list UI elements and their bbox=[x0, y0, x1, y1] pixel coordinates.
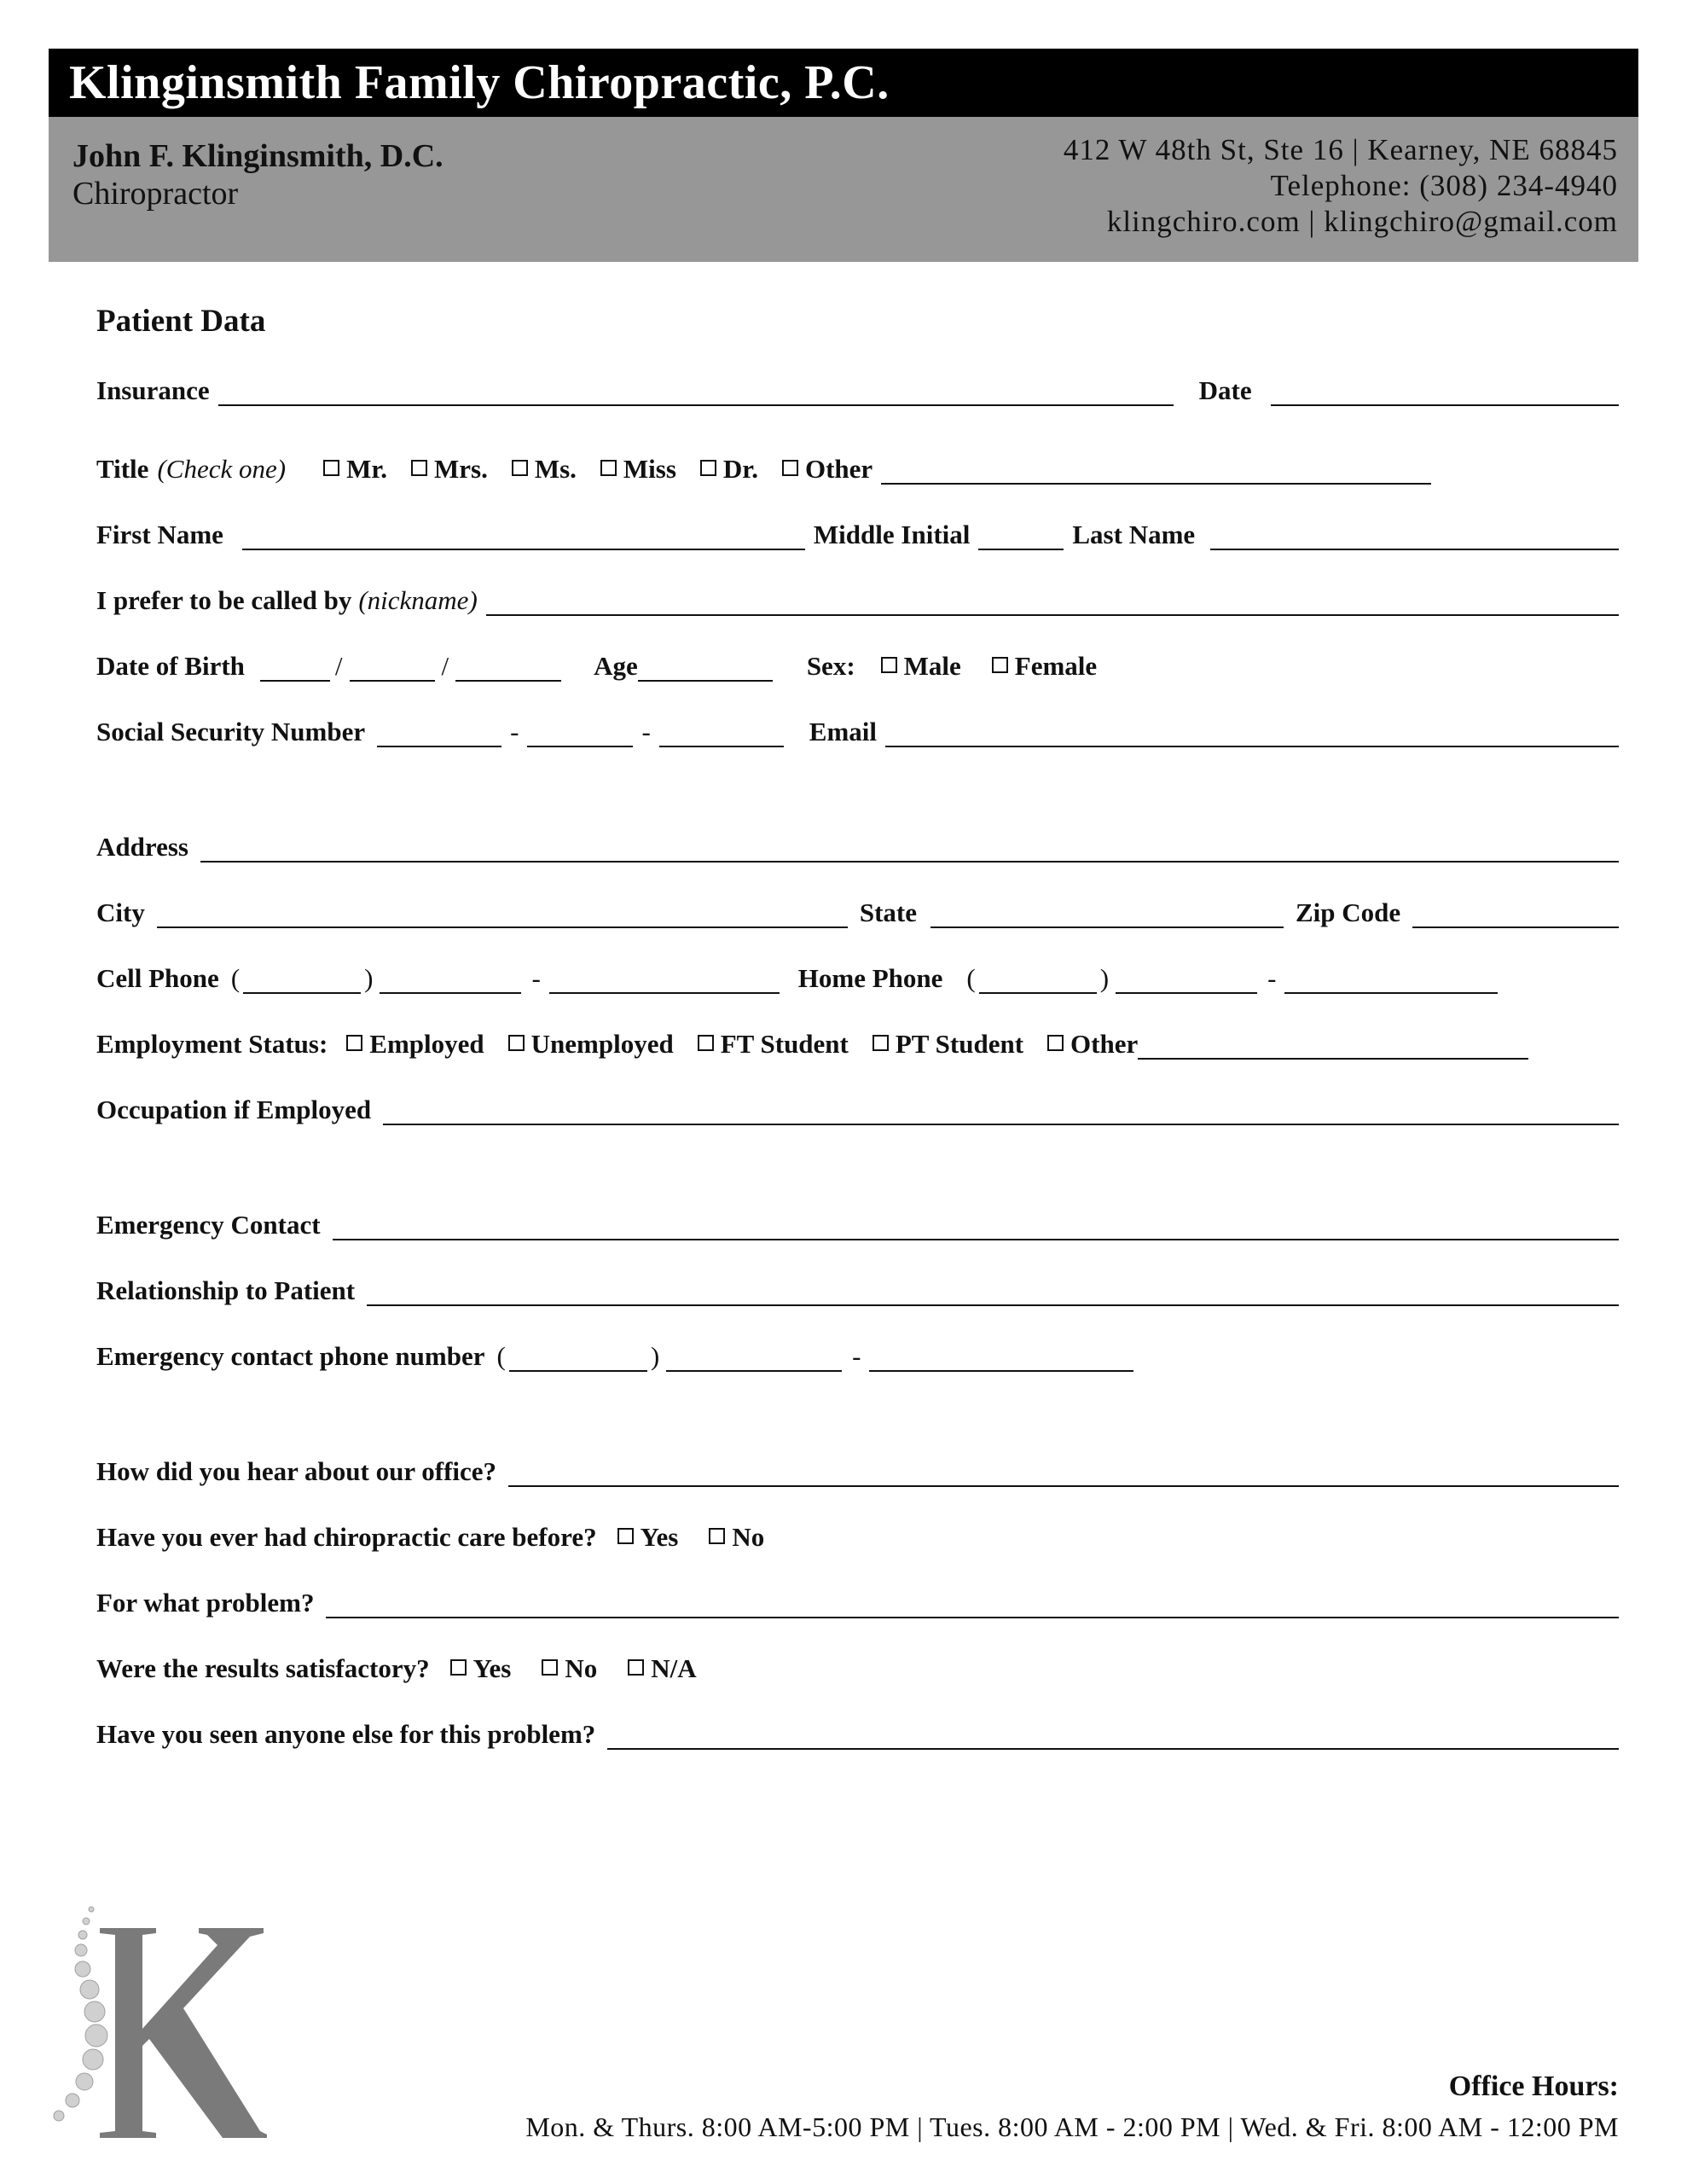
prior-care-row bbox=[96, 1515, 1619, 1553]
prior-care-no-checkbox[interactable]: No bbox=[709, 1522, 764, 1553]
checkbox-icon bbox=[450, 1659, 467, 1676]
emergency-contact-label: Emergency Contact bbox=[96, 1210, 321, 1240]
phone-line: Telephone: (308) 234-4940 bbox=[1270, 169, 1618, 202]
address-row bbox=[96, 825, 1619, 863]
age-field[interactable] bbox=[638, 656, 773, 682]
dob-label: Date of Birth bbox=[96, 651, 245, 681]
home-line-field[interactable] bbox=[1284, 968, 1498, 994]
seen-anyone-label: Have you seen anyone else for this problem? bbox=[96, 1719, 596, 1749]
results-label: Were the results satisfactory? bbox=[96, 1653, 430, 1683]
emergency-area-code-field[interactable] bbox=[509, 1346, 647, 1372]
emergency-contact-row bbox=[96, 1203, 1619, 1240]
title-ms-checkbox[interactable]: Ms. bbox=[512, 454, 577, 485]
ssn-part1-field[interactable] bbox=[377, 722, 501, 747]
middle-initial-label: Middle Initial bbox=[813, 520, 971, 549]
doctor-title: Chiropractor bbox=[72, 176, 239, 212]
city-label: City bbox=[96, 897, 145, 927]
title-hint: (Check one) bbox=[157, 454, 287, 484]
name-row bbox=[96, 513, 1619, 550]
address-line: 412 W 48th St, Ste 16 | Kearney, NE 68845 bbox=[1063, 133, 1618, 166]
checkbox-icon bbox=[600, 460, 617, 476]
age-label: Age bbox=[594, 651, 638, 681]
state-field[interactable] bbox=[930, 903, 1284, 928]
web-line: klingchiro.com | klingchiro@gmail.com bbox=[1106, 205, 1618, 238]
title-dr-checkbox[interactable]: Dr. bbox=[700, 454, 758, 485]
contact-block bbox=[1064, 132, 1618, 240]
doctor-info-bar bbox=[49, 117, 1638, 262]
checkbox-icon bbox=[323, 460, 339, 476]
nickname-field[interactable] bbox=[486, 590, 1619, 616]
state-label: State bbox=[859, 897, 917, 927]
checkbox-icon bbox=[709, 1528, 725, 1544]
checkbox-icon bbox=[1047, 1035, 1064, 1051]
emergency-phone-label: Emergency contact phone number bbox=[96, 1341, 485, 1371]
last-name-field[interactable] bbox=[1210, 525, 1619, 550]
home-area-code-field[interactable] bbox=[979, 968, 1097, 994]
results-no-checkbox[interactable]: No bbox=[542, 1653, 597, 1684]
insurance-label: Insurance bbox=[96, 375, 210, 405]
ssn-row: Social Security Number - - Email bbox=[96, 710, 1619, 747]
practice-banner bbox=[49, 49, 1638, 117]
employment-row bbox=[96, 1022, 1619, 1060]
sex-female-checkbox[interactable]: Female bbox=[992, 651, 1097, 682]
patient-form bbox=[96, 303, 1619, 1778]
date-label: Date bbox=[1198, 375, 1252, 405]
last-name-label: Last Name bbox=[1072, 520, 1196, 549]
hear-about-row bbox=[96, 1449, 1619, 1487]
office-hours: Mon. & Thurs. 8:00 AM-5:00 PM | Tues. 8:00 AM - 2:00 PM | Wed. & Fri. 8:00 AM - 12:00 PM bbox=[525, 2111, 1619, 2142]
seen-anyone-field[interactable] bbox=[607, 1724, 1619, 1750]
employment-ft-student-checkbox[interactable]: FT Student bbox=[698, 1029, 849, 1060]
relationship-row bbox=[96, 1269, 1619, 1306]
dob-month-field[interactable] bbox=[260, 656, 330, 682]
checkbox-icon bbox=[512, 460, 528, 476]
employment-status-label: Employment Status: bbox=[96, 1029, 328, 1059]
nickname-label: I prefer to be called by bbox=[96, 585, 352, 615]
emergency-prefix-field[interactable] bbox=[666, 1346, 842, 1372]
results-row bbox=[96, 1647, 1619, 1684]
email-field[interactable] bbox=[885, 722, 1619, 747]
sex-male-checkbox[interactable]: Male bbox=[881, 651, 961, 682]
checkbox-icon bbox=[881, 657, 897, 673]
city-row bbox=[96, 891, 1619, 928]
cell-phone-label: Cell Phone bbox=[96, 963, 219, 993]
first-name-label: First Name bbox=[96, 520, 223, 549]
title-miss-checkbox[interactable]: Miss bbox=[600, 454, 676, 485]
dob-year-field[interactable] bbox=[455, 656, 561, 682]
title-other-checkbox[interactable]: Other bbox=[782, 454, 872, 485]
middle-initial-field[interactable] bbox=[978, 525, 1064, 550]
title-mr-checkbox[interactable]: Mr. bbox=[323, 454, 387, 485]
k-letter-icon bbox=[100, 1928, 267, 2138]
checkbox-icon bbox=[992, 657, 1008, 673]
checkbox-icon bbox=[617, 1528, 634, 1544]
cell-area-code-field[interactable] bbox=[243, 968, 361, 994]
employment-other-field[interactable] bbox=[1138, 1034, 1528, 1060]
ssn-label: Social Security Number bbox=[96, 717, 366, 746]
employment-unemployed-checkbox[interactable]: Unemployed bbox=[508, 1029, 674, 1060]
occupation-field[interactable] bbox=[383, 1100, 1619, 1125]
email-label: Email bbox=[809, 717, 878, 746]
seen-anyone-row bbox=[96, 1712, 1619, 1750]
checkbox-icon bbox=[628, 1659, 644, 1676]
nickname-row bbox=[96, 578, 1619, 616]
home-phone-label: Home Phone bbox=[797, 963, 943, 993]
title-label: Title bbox=[96, 454, 149, 484]
cell-line-field[interactable] bbox=[549, 968, 780, 994]
dob-day-field[interactable] bbox=[350, 656, 435, 682]
what-problem-row bbox=[96, 1581, 1619, 1618]
results-yes-checkbox[interactable]: Yes bbox=[450, 1653, 512, 1684]
checkbox-icon bbox=[346, 1035, 362, 1051]
occupation-row bbox=[96, 1088, 1619, 1125]
title-mrs-checkbox[interactable]: Mrs. bbox=[411, 454, 488, 485]
prior-care-label: Have you ever had chiropractic care before? bbox=[96, 1522, 597, 1552]
zip-field[interactable] bbox=[1412, 903, 1619, 928]
prior-care-yes-checkbox[interactable]: Yes bbox=[617, 1522, 679, 1553]
office-hours-title: Office Hours: bbox=[1448, 2071, 1619, 2102]
checkbox-icon bbox=[411, 460, 427, 476]
sex-label: Sex: bbox=[806, 651, 855, 681]
employment-other-checkbox[interactable]: Other bbox=[1047, 1029, 1138, 1060]
checkbox-icon bbox=[782, 460, 798, 476]
emergency-line-field[interactable] bbox=[869, 1346, 1133, 1372]
title-row bbox=[96, 447, 1619, 485]
employment-pt-student-checkbox[interactable]: PT Student bbox=[872, 1029, 1023, 1060]
date-field[interactable] bbox=[1271, 380, 1619, 406]
results-na-checkbox[interactable]: N/A bbox=[628, 1653, 696, 1684]
phone-row: Cell Phone ( ) - Home Phone ( ) - bbox=[96, 956, 1619, 994]
emergency-contact-field[interactable] bbox=[333, 1215, 1619, 1240]
title-other-field[interactable] bbox=[881, 459, 1431, 485]
ssn-part3-field[interactable] bbox=[659, 722, 784, 747]
what-problem-field[interactable] bbox=[326, 1593, 1619, 1618]
insurance-field[interactable] bbox=[218, 380, 1174, 406]
first-name-field[interactable] bbox=[242, 525, 805, 550]
zip-label: Zip Code bbox=[1295, 897, 1401, 927]
address-label: Address bbox=[96, 832, 188, 862]
home-prefix-field[interactable] bbox=[1116, 968, 1257, 994]
k-logo bbox=[47, 1902, 269, 2150]
cell-prefix-field[interactable] bbox=[380, 968, 521, 994]
relationship-field[interactable] bbox=[367, 1281, 1619, 1306]
doctor-name: John F. Klinginsmith, D.C. bbox=[72, 138, 443, 174]
hear-about-label: How did you hear about our office? bbox=[96, 1456, 497, 1486]
checkbox-icon bbox=[542, 1659, 558, 1676]
emergency-phone-row: Emergency contact phone number ( ) - bbox=[96, 1334, 1619, 1372]
checkbox-icon bbox=[872, 1035, 889, 1051]
checkbox-icon bbox=[700, 460, 716, 476]
employment-employed-checkbox[interactable]: Employed bbox=[346, 1029, 484, 1060]
hear-about-field[interactable] bbox=[508, 1461, 1619, 1487]
ssn-part2-field[interactable] bbox=[527, 722, 633, 747]
nickname-hint: (nickname) bbox=[358, 585, 478, 615]
relationship-label: Relationship to Patient bbox=[96, 1275, 356, 1305]
city-field[interactable] bbox=[157, 903, 848, 928]
insurance-row bbox=[96, 369, 1619, 406]
dob-row: Date of Birth / / Age Sex: Male Female bbox=[96, 651, 1098, 681]
section-title: Patient Data bbox=[96, 304, 266, 339]
what-problem-label: For what problem? bbox=[96, 1588, 315, 1618]
occupation-label: Occupation if Employed bbox=[96, 1095, 372, 1124]
practice-name: Klinginsmith Family Chiropractic, P.C. bbox=[69, 56, 890, 109]
checkbox-icon bbox=[698, 1035, 714, 1051]
checkbox-icon bbox=[508, 1035, 525, 1051]
address-field[interactable] bbox=[200, 837, 1619, 863]
